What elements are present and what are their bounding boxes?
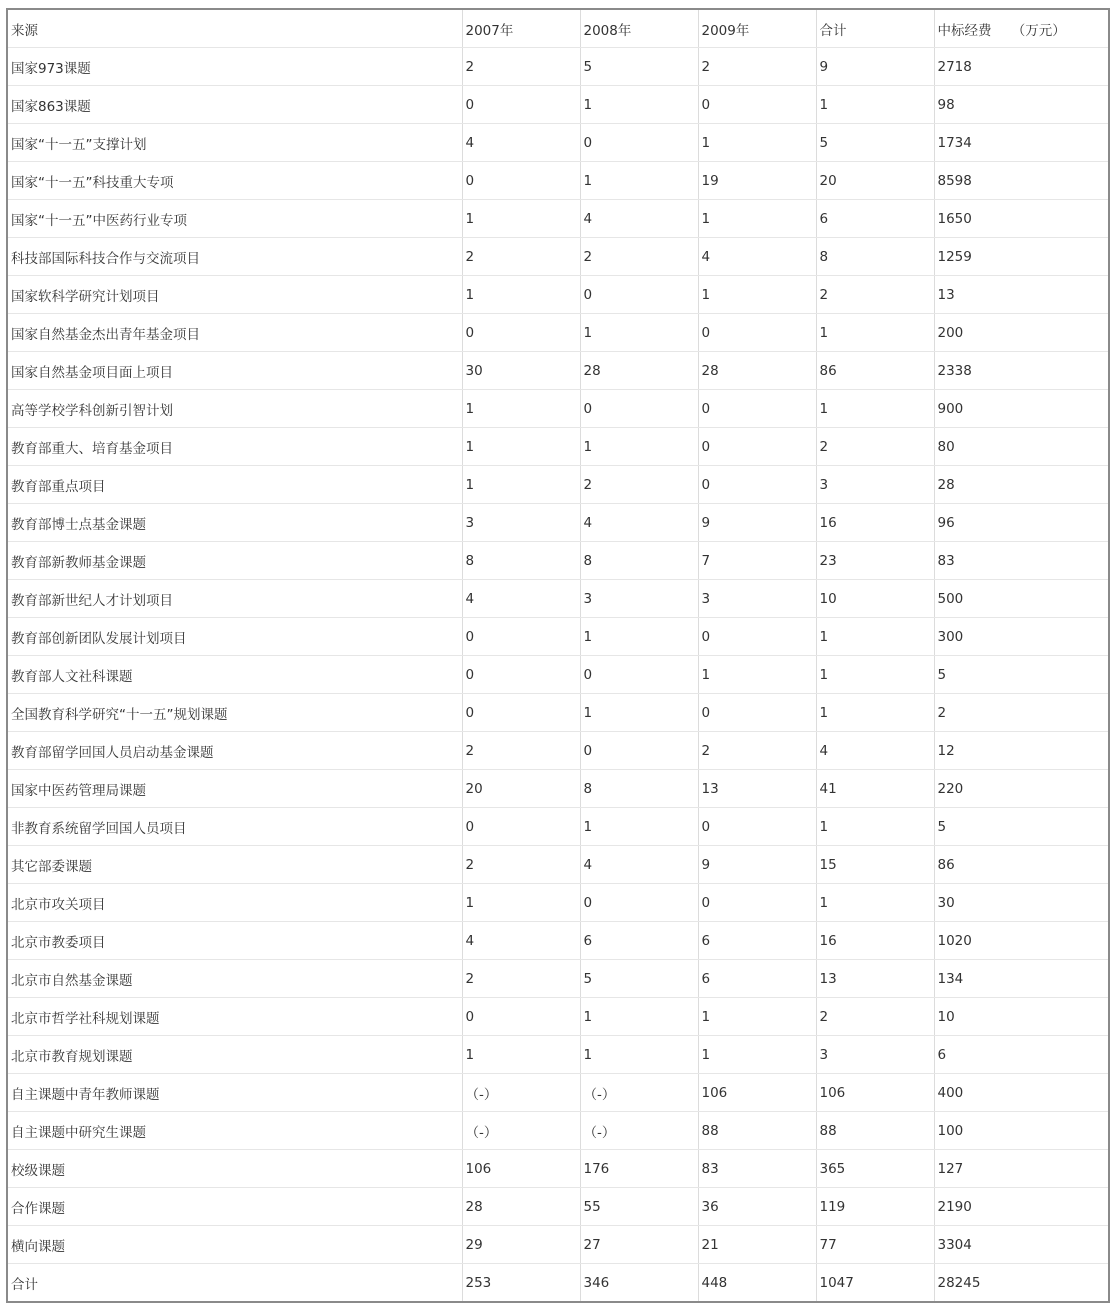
table-cell-y2007: 1 [462, 884, 580, 922]
table-row [7, 656, 1109, 694]
table-cell-y2007: 1 [462, 276, 580, 314]
table-row [7, 1188, 1109, 1226]
table-cell-source: 教育部博士点基金课题 [7, 504, 462, 542]
table-cell-funding: 98 [934, 86, 1109, 124]
table-row [7, 1264, 1109, 1303]
table-cell-source: 北京市哲学社科规划课题 [7, 998, 462, 1036]
table-cell-y2008: 4 [580, 846, 698, 884]
table-row [7, 618, 1109, 656]
table-cell-source: 国家973课题 [7, 48, 462, 86]
table-cell-total: 9 [816, 48, 934, 86]
table-cell-funding: 10 [934, 998, 1109, 1036]
table-cell-y2009: 3 [698, 580, 816, 618]
table-cell-total: 86 [816, 352, 934, 390]
table-cell-funding: 28 [934, 466, 1109, 504]
table-row [7, 884, 1109, 922]
table-cell-y2007: 28 [462, 1188, 580, 1226]
table-cell-funding: 30 [934, 884, 1109, 922]
table-cell-y2007: 2 [462, 732, 580, 770]
table-cell-y2008: 1 [580, 162, 698, 200]
table-cell-y2009: 36 [698, 1188, 816, 1226]
table-cell-source: 教育部新世纪人才计划项目 [7, 580, 462, 618]
table-cell-total: 1 [816, 884, 934, 922]
table-cell-source: 自主课题中青年教师课题 [7, 1074, 462, 1112]
table-cell-y2007: 0 [462, 618, 580, 656]
table-cell-y2008: 1 [580, 86, 698, 124]
table-cell-y2007: 2 [462, 846, 580, 884]
table-cell-source: 合计 [7, 1264, 462, 1303]
table-cell-total: 4 [816, 732, 934, 770]
table-cell-y2009: 1 [698, 124, 816, 162]
header-cell-funding: 中标经费 （万元） [934, 9, 1109, 48]
header-cell-2007: 2007年 [462, 9, 580, 48]
table-cell-y2008: 1 [580, 1036, 698, 1074]
table-cell-y2008: 4 [580, 200, 698, 238]
table-cell-y2008: 28 [580, 352, 698, 390]
table-row [7, 960, 1109, 998]
header-cell-source: 来源 [7, 9, 462, 48]
table-cell-y2009: 7 [698, 542, 816, 580]
table-cell-funding: 13 [934, 276, 1109, 314]
table-row [7, 124, 1109, 162]
table-row [7, 694, 1109, 732]
header-cell-total: 合计 [816, 9, 934, 48]
table-cell-y2009: 2 [698, 48, 816, 86]
table-cell-source: 科技部国际科技合作与交流项目 [7, 238, 462, 276]
table-cell-y2007: 1 [462, 428, 580, 466]
table-cell-y2007: 2 [462, 48, 580, 86]
table-cell-source: 北京市攻关项目 [7, 884, 462, 922]
table-cell-funding: 220 [934, 770, 1109, 808]
table-cell-total: 77 [816, 1226, 934, 1264]
table-cell-y2009: 9 [698, 504, 816, 542]
table-cell-y2007: 4 [462, 922, 580, 960]
table-cell-source: 横向课题 [7, 1226, 462, 1264]
table-row [7, 86, 1109, 124]
table-row [7, 1036, 1109, 1074]
table-cell-y2008: 5 [580, 48, 698, 86]
table-cell-y2007: 8 [462, 542, 580, 580]
table-cell-y2007: 4 [462, 124, 580, 162]
table-cell-y2007: 1 [462, 200, 580, 238]
table-cell-y2007: 106 [462, 1150, 580, 1188]
table-cell-total: 1 [816, 808, 934, 846]
table-row [7, 846, 1109, 884]
table-row [7, 580, 1109, 618]
table-row [7, 428, 1109, 466]
table-cell-y2009: 88 [698, 1112, 816, 1150]
table-cell-y2007: 1 [462, 390, 580, 428]
table-cell-y2008: 2 [580, 238, 698, 276]
table-cell-source: 国家自然基金杰出青年基金项目 [7, 314, 462, 352]
table-cell-y2009: 0 [698, 884, 816, 922]
table-cell-y2009: 21 [698, 1226, 816, 1264]
table-cell-y2008: 0 [580, 884, 698, 922]
table-cell-y2008: 6 [580, 922, 698, 960]
table-cell-y2008: 27 [580, 1226, 698, 1264]
table-cell-y2009: 83 [698, 1150, 816, 1188]
table-cell-y2007: 0 [462, 694, 580, 732]
table-cell-y2008: 8 [580, 542, 698, 580]
table-cell-y2009: 0 [698, 808, 816, 846]
table-cell-y2007: 1 [462, 466, 580, 504]
table-cell-funding: 83 [934, 542, 1109, 580]
table-cell-funding: 86 [934, 846, 1109, 884]
funding-table-container [6, 8, 1108, 1303]
table-cell-source: 全国教育科学研究“十一五”规划课题 [7, 694, 462, 732]
table-cell-y2008: 55 [580, 1188, 698, 1226]
table-cell-y2009: 0 [698, 86, 816, 124]
table-row [7, 48, 1109, 86]
table-row [7, 162, 1109, 200]
table-cell-y2009: 0 [698, 466, 816, 504]
table-cell-y2008: 3 [580, 580, 698, 618]
table-cell-funding: 5 [934, 808, 1109, 846]
table-row [7, 200, 1109, 238]
table-cell-y2008: 0 [580, 732, 698, 770]
table-cell-source: 国家“十一五”支撑计划 [7, 124, 462, 162]
table-cell-y2008: 0 [580, 656, 698, 694]
table-cell-y2008: 1 [580, 998, 698, 1036]
table-cell-funding: 2718 [934, 48, 1109, 86]
table-row [7, 922, 1109, 960]
table-cell-total: 1047 [816, 1264, 934, 1303]
table-cell-y2007: 0 [462, 314, 580, 352]
table-cell-source: 北京市教育规划课题 [7, 1036, 462, 1074]
table-body [7, 9, 1109, 1302]
table-cell-y2007: 3 [462, 504, 580, 542]
table-cell-total: 23 [816, 542, 934, 580]
table-cell-y2008: 1 [580, 618, 698, 656]
table-cell-funding: 1020 [934, 922, 1109, 960]
table-cell-source: 非教育系统留学回国人员项目 [7, 808, 462, 846]
table-cell-total: 16 [816, 504, 934, 542]
table-cell-total: 1 [816, 694, 934, 732]
table-row [7, 808, 1109, 846]
table-cell-total: 119 [816, 1188, 934, 1226]
table-cell-source: 教育部重大、培育基金项目 [7, 428, 462, 466]
table-cell-total: 88 [816, 1112, 934, 1150]
table-cell-total: 2 [816, 276, 934, 314]
table-cell-source: 教育部留学回国人员启动基金课题 [7, 732, 462, 770]
table-cell-y2009: 106 [698, 1074, 816, 1112]
table-cell-funding: 400 [934, 1074, 1109, 1112]
table-cell-y2007: 0 [462, 998, 580, 1036]
table-header-row [7, 9, 1109, 48]
table-cell-y2007: 20 [462, 770, 580, 808]
table-cell-total: 20 [816, 162, 934, 200]
table-cell-total: 2 [816, 998, 934, 1036]
table-cell-y2009: 19 [698, 162, 816, 200]
table-cell-y2007: 1 [462, 1036, 580, 1074]
table-cell-funding: 28245 [934, 1264, 1109, 1303]
table-row [7, 1112, 1109, 1150]
table-cell-y2007: 29 [462, 1226, 580, 1264]
table-cell-y2009: 448 [698, 1264, 816, 1303]
table-cell-y2008: 4 [580, 504, 698, 542]
table-cell-y2007: 0 [462, 808, 580, 846]
table-row [7, 732, 1109, 770]
table-cell-funding: 2338 [934, 352, 1109, 390]
table-cell-funding: 900 [934, 390, 1109, 428]
table-cell-y2008: 1 [580, 428, 698, 466]
table-row [7, 1150, 1109, 1188]
table-cell-source: 北京市自然基金课题 [7, 960, 462, 998]
table-cell-funding: 127 [934, 1150, 1109, 1188]
table-cell-funding: 8598 [934, 162, 1109, 200]
table-cell-total: 10 [816, 580, 934, 618]
table-row [7, 390, 1109, 428]
table-cell-source: 国家“十一五”科技重大专项 [7, 162, 462, 200]
table-cell-total: 16 [816, 922, 934, 960]
table-cell-y2007: 30 [462, 352, 580, 390]
table-row [7, 314, 1109, 352]
table-cell-y2009: 1 [698, 998, 816, 1036]
table-cell-source: 国家软科学研究计划项目 [7, 276, 462, 314]
table-cell-y2009: 2 [698, 732, 816, 770]
table-cell-funding: 2190 [934, 1188, 1109, 1226]
table-cell-y2007: 0 [462, 656, 580, 694]
table-cell-total: 1 [816, 390, 934, 428]
table-cell-y2008: （-） [580, 1074, 698, 1112]
table-cell-y2008: 1 [580, 314, 698, 352]
table-cell-total: 3 [816, 466, 934, 504]
table-row [7, 276, 1109, 314]
table-cell-y2007: 4 [462, 580, 580, 618]
funding-table [6, 8, 1110, 1303]
table-row [7, 352, 1109, 390]
table-cell-source: 教育部新教师基金课题 [7, 542, 462, 580]
table-cell-funding: 12 [934, 732, 1109, 770]
table-cell-y2008: 2 [580, 466, 698, 504]
table-cell-y2007: 0 [462, 162, 580, 200]
table-cell-y2009: 0 [698, 390, 816, 428]
table-cell-y2009: 1 [698, 200, 816, 238]
table-cell-y2008: 1 [580, 694, 698, 732]
table-cell-y2009: 0 [698, 314, 816, 352]
header-cell-2008: 2008年 [580, 9, 698, 48]
table-row [7, 1074, 1109, 1112]
table-cell-total: 106 [816, 1074, 934, 1112]
table-cell-total: 1 [816, 656, 934, 694]
table-cell-y2008: 346 [580, 1264, 698, 1303]
table-cell-funding: 134 [934, 960, 1109, 998]
table-row [7, 1226, 1109, 1264]
table-cell-y2008: 0 [580, 124, 698, 162]
table-cell-y2007: 253 [462, 1264, 580, 1303]
table-cell-y2008: 176 [580, 1150, 698, 1188]
table-cell-funding: 500 [934, 580, 1109, 618]
table-row [7, 770, 1109, 808]
table-cell-funding: 1259 [934, 238, 1109, 276]
table-cell-y2007: （-） [462, 1074, 580, 1112]
table-cell-source: 国家“十一五”中医药行业专项 [7, 200, 462, 238]
table-cell-source: 教育部重点项目 [7, 466, 462, 504]
table-cell-funding: 6 [934, 1036, 1109, 1074]
table-cell-y2008: （-） [580, 1112, 698, 1150]
table-cell-total: 1 [816, 86, 934, 124]
table-cell-y2007: （-） [462, 1112, 580, 1150]
table-cell-y2008: 0 [580, 390, 698, 428]
table-cell-y2008: 1 [580, 808, 698, 846]
table-cell-funding: 5 [934, 656, 1109, 694]
table-cell-source: 北京市教委项目 [7, 922, 462, 960]
table-cell-y2009: 1 [698, 1036, 816, 1074]
table-cell-funding: 80 [934, 428, 1109, 466]
table-cell-y2009: 6 [698, 922, 816, 960]
table-cell-y2009: 0 [698, 618, 816, 656]
table-cell-y2008: 5 [580, 960, 698, 998]
table-cell-total: 5 [816, 124, 934, 162]
table-cell-y2009: 6 [698, 960, 816, 998]
header-cell-2009: 2009年 [698, 9, 816, 48]
table-cell-funding: 1734 [934, 124, 1109, 162]
table-cell-total: 3 [816, 1036, 934, 1074]
table-row [7, 466, 1109, 504]
table-cell-y2009: 28 [698, 352, 816, 390]
table-cell-y2009: 4 [698, 238, 816, 276]
table-cell-funding: 200 [934, 314, 1109, 352]
table-cell-source: 国家863课题 [7, 86, 462, 124]
table-cell-total: 2 [816, 428, 934, 466]
table-cell-y2007: 0 [462, 86, 580, 124]
table-cell-total: 6 [816, 200, 934, 238]
table-cell-y2007: 2 [462, 960, 580, 998]
table-cell-source: 合作课题 [7, 1188, 462, 1226]
table-cell-source: 校级课题 [7, 1150, 462, 1188]
table-cell-y2009: 1 [698, 276, 816, 314]
table-cell-source: 国家自然基金项目面上项目 [7, 352, 462, 390]
table-cell-funding: 1650 [934, 200, 1109, 238]
table-cell-funding: 96 [934, 504, 1109, 542]
table-row [7, 998, 1109, 1036]
table-cell-y2009: 0 [698, 428, 816, 466]
table-cell-total: 13 [816, 960, 934, 998]
table-cell-y2009: 0 [698, 694, 816, 732]
table-cell-y2008: 8 [580, 770, 698, 808]
table-cell-funding: 300 [934, 618, 1109, 656]
table-cell-funding: 3304 [934, 1226, 1109, 1264]
table-cell-total: 41 [816, 770, 934, 808]
table-cell-y2009: 9 [698, 846, 816, 884]
table-cell-funding: 2 [934, 694, 1109, 732]
table-cell-source: 其它部委课题 [7, 846, 462, 884]
table-cell-total: 8 [816, 238, 934, 276]
table-cell-total: 15 [816, 846, 934, 884]
table-cell-funding: 100 [934, 1112, 1109, 1150]
table-row [7, 504, 1109, 542]
table-cell-source: 教育部创新团队发展计划项目 [7, 618, 462, 656]
table-cell-total: 1 [816, 618, 934, 656]
table-cell-source: 高等学校学科创新引智计划 [7, 390, 462, 428]
table-cell-source: 国家中医药管理局课题 [7, 770, 462, 808]
table-cell-source: 自主课题中研究生课题 [7, 1112, 462, 1150]
table-cell-total: 1 [816, 314, 934, 352]
table-cell-y2008: 0 [580, 276, 698, 314]
table-cell-y2009: 13 [698, 770, 816, 808]
table-row [7, 238, 1109, 276]
table-cell-source: 教育部人文社科课题 [7, 656, 462, 694]
table-cell-total: 365 [816, 1150, 934, 1188]
table-cell-y2009: 1 [698, 656, 816, 694]
table-cell-y2007: 2 [462, 238, 580, 276]
table-row [7, 542, 1109, 580]
